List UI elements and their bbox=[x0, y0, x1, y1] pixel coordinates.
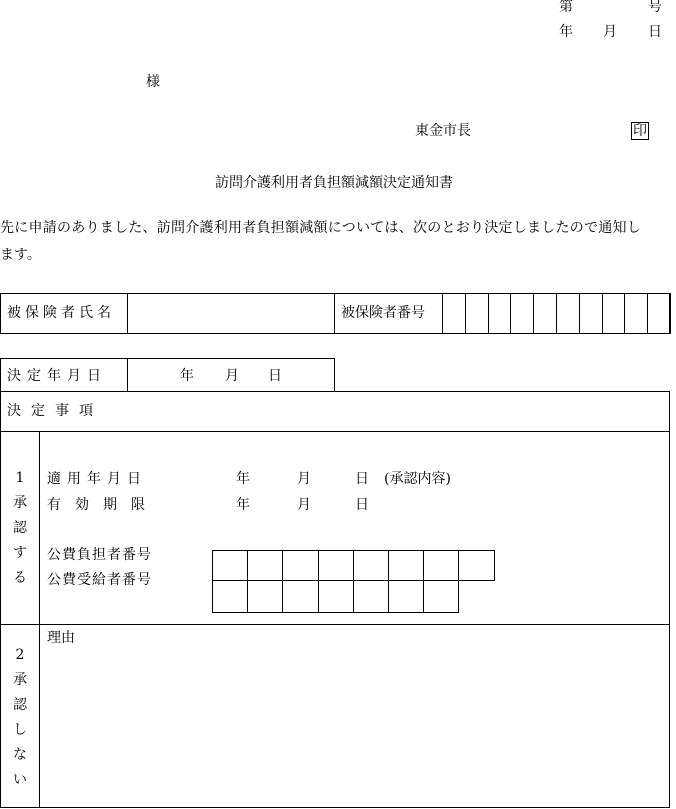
approve-vertical-2: 承 bbox=[13, 495, 27, 511]
apply-day: 日 bbox=[355, 471, 369, 487]
issuer-name: 東金市長 bbox=[415, 123, 471, 139]
reject-vertical-2: 承 bbox=[13, 672, 27, 688]
decision-month: 月 bbox=[225, 368, 239, 384]
reject-vertical-1: 2 bbox=[15, 647, 25, 663]
header-year: 年 bbox=[559, 24, 573, 40]
body-line-2: ます。 bbox=[0, 247, 41, 263]
insured-name-field[interactable] bbox=[128, 294, 334, 333]
public-burden-digit-box-3[interactable] bbox=[282, 550, 318, 581]
reject-vertical-5: な bbox=[13, 747, 27, 763]
insured-number-digit-box-1[interactable] bbox=[442, 293, 466, 334]
approve-vertical-1: 1 bbox=[15, 470, 25, 486]
approval-content-label: (承認内容) bbox=[384, 471, 451, 487]
validity-day: 日 bbox=[355, 497, 369, 513]
insured-number-digit-box-10[interactable] bbox=[647, 293, 671, 334]
number-go: 号 bbox=[648, 0, 662, 15]
matters-side-divider bbox=[39, 431, 40, 808]
public-burden-digit-box-5[interactable] bbox=[353, 550, 389, 581]
public-recipient-number-label: 公費受給者番号 bbox=[47, 572, 152, 588]
decision-matters-label: 決定事項 bbox=[7, 403, 103, 419]
public-burden-digit-box-1[interactable] bbox=[212, 550, 248, 581]
reject-vertical-3: 認 bbox=[13, 697, 27, 713]
header-day: 日 bbox=[648, 24, 662, 40]
validity-month: 月 bbox=[297, 497, 311, 513]
public-recipient-digit-box-5[interactable] bbox=[353, 580, 389, 613]
insured-divider-2 bbox=[334, 293, 335, 334]
public-recipient-digit-box-7[interactable] bbox=[423, 580, 459, 613]
number-dai: 第 bbox=[559, 0, 573, 15]
insured-number-digit-box-6[interactable] bbox=[556, 293, 580, 334]
insured-number-label: 被保険者番号 bbox=[341, 305, 425, 321]
public-recipient-digit-box-2[interactable] bbox=[247, 580, 283, 613]
decision-day: 日 bbox=[268, 368, 282, 384]
validity-year: 年 bbox=[236, 497, 250, 513]
decision-year: 年 bbox=[180, 368, 194, 384]
insured-number-digit-box-4[interactable] bbox=[510, 293, 534, 334]
approve-vertical-5: る bbox=[13, 570, 27, 586]
insured-number-digit-box-8[interactable] bbox=[602, 293, 626, 334]
insured-number-digit-box-2[interactable] bbox=[465, 293, 489, 334]
reject-vertical-4: し bbox=[13, 722, 27, 738]
public-burden-digit-box-7[interactable] bbox=[423, 550, 459, 581]
header-month: 月 bbox=[603, 24, 617, 40]
public-burden-digit-box-6[interactable] bbox=[388, 550, 424, 581]
body-line-1: 先に申請のありました、訪問介護利用者負担額減額については、次のとおり決定しましたので通知し bbox=[0, 220, 641, 236]
reason-label: 理由 bbox=[47, 630, 75, 646]
public-burden-number-label: 公費負担者番号 bbox=[47, 547, 152, 563]
approve-vertical-3: 認 bbox=[13, 520, 27, 536]
decision-date-label: 決定年月日 bbox=[7, 368, 107, 384]
approve-vertical-4: す bbox=[13, 545, 27, 561]
insured-number-digit-box-9[interactable] bbox=[624, 293, 648, 334]
decision-date-divider bbox=[127, 358, 128, 392]
insured-number-digit-box-7[interactable] bbox=[579, 293, 603, 334]
reason-field[interactable] bbox=[41, 648, 668, 806]
approve-reject-divider bbox=[0, 624, 670, 625]
apply-date-label: 適用年月日 bbox=[47, 471, 147, 487]
seal-stamp: 印 bbox=[633, 123, 647, 139]
public-burden-digit-box-4[interactable] bbox=[318, 550, 354, 581]
recipient-sama: 様 bbox=[146, 74, 160, 90]
reject-vertical-6: い bbox=[13, 772, 27, 788]
insured-number-digit-box-3[interactable] bbox=[488, 293, 512, 334]
apply-year: 年 bbox=[236, 471, 250, 487]
public-recipient-digit-box-3[interactable] bbox=[282, 580, 318, 613]
public-recipient-digit-box-1[interactable] bbox=[212, 580, 248, 613]
public-recipient-digit-box-6[interactable] bbox=[388, 580, 424, 613]
insured-name-label: 被保険者氏名 bbox=[7, 305, 115, 321]
insured-number-digit-box-5[interactable] bbox=[533, 293, 557, 334]
apply-month: 月 bbox=[297, 471, 311, 487]
validity-label: 有効期限 bbox=[47, 497, 159, 513]
public-burden-digit-box-8[interactable] bbox=[458, 550, 494, 581]
public-recipient-digit-box-4[interactable] bbox=[318, 580, 354, 613]
public-burden-digit-box-2[interactable] bbox=[247, 550, 283, 581]
matters-header-divider bbox=[0, 431, 670, 432]
document-title: 訪問介護利用者負担額減額決定通知書 bbox=[215, 175, 453, 191]
